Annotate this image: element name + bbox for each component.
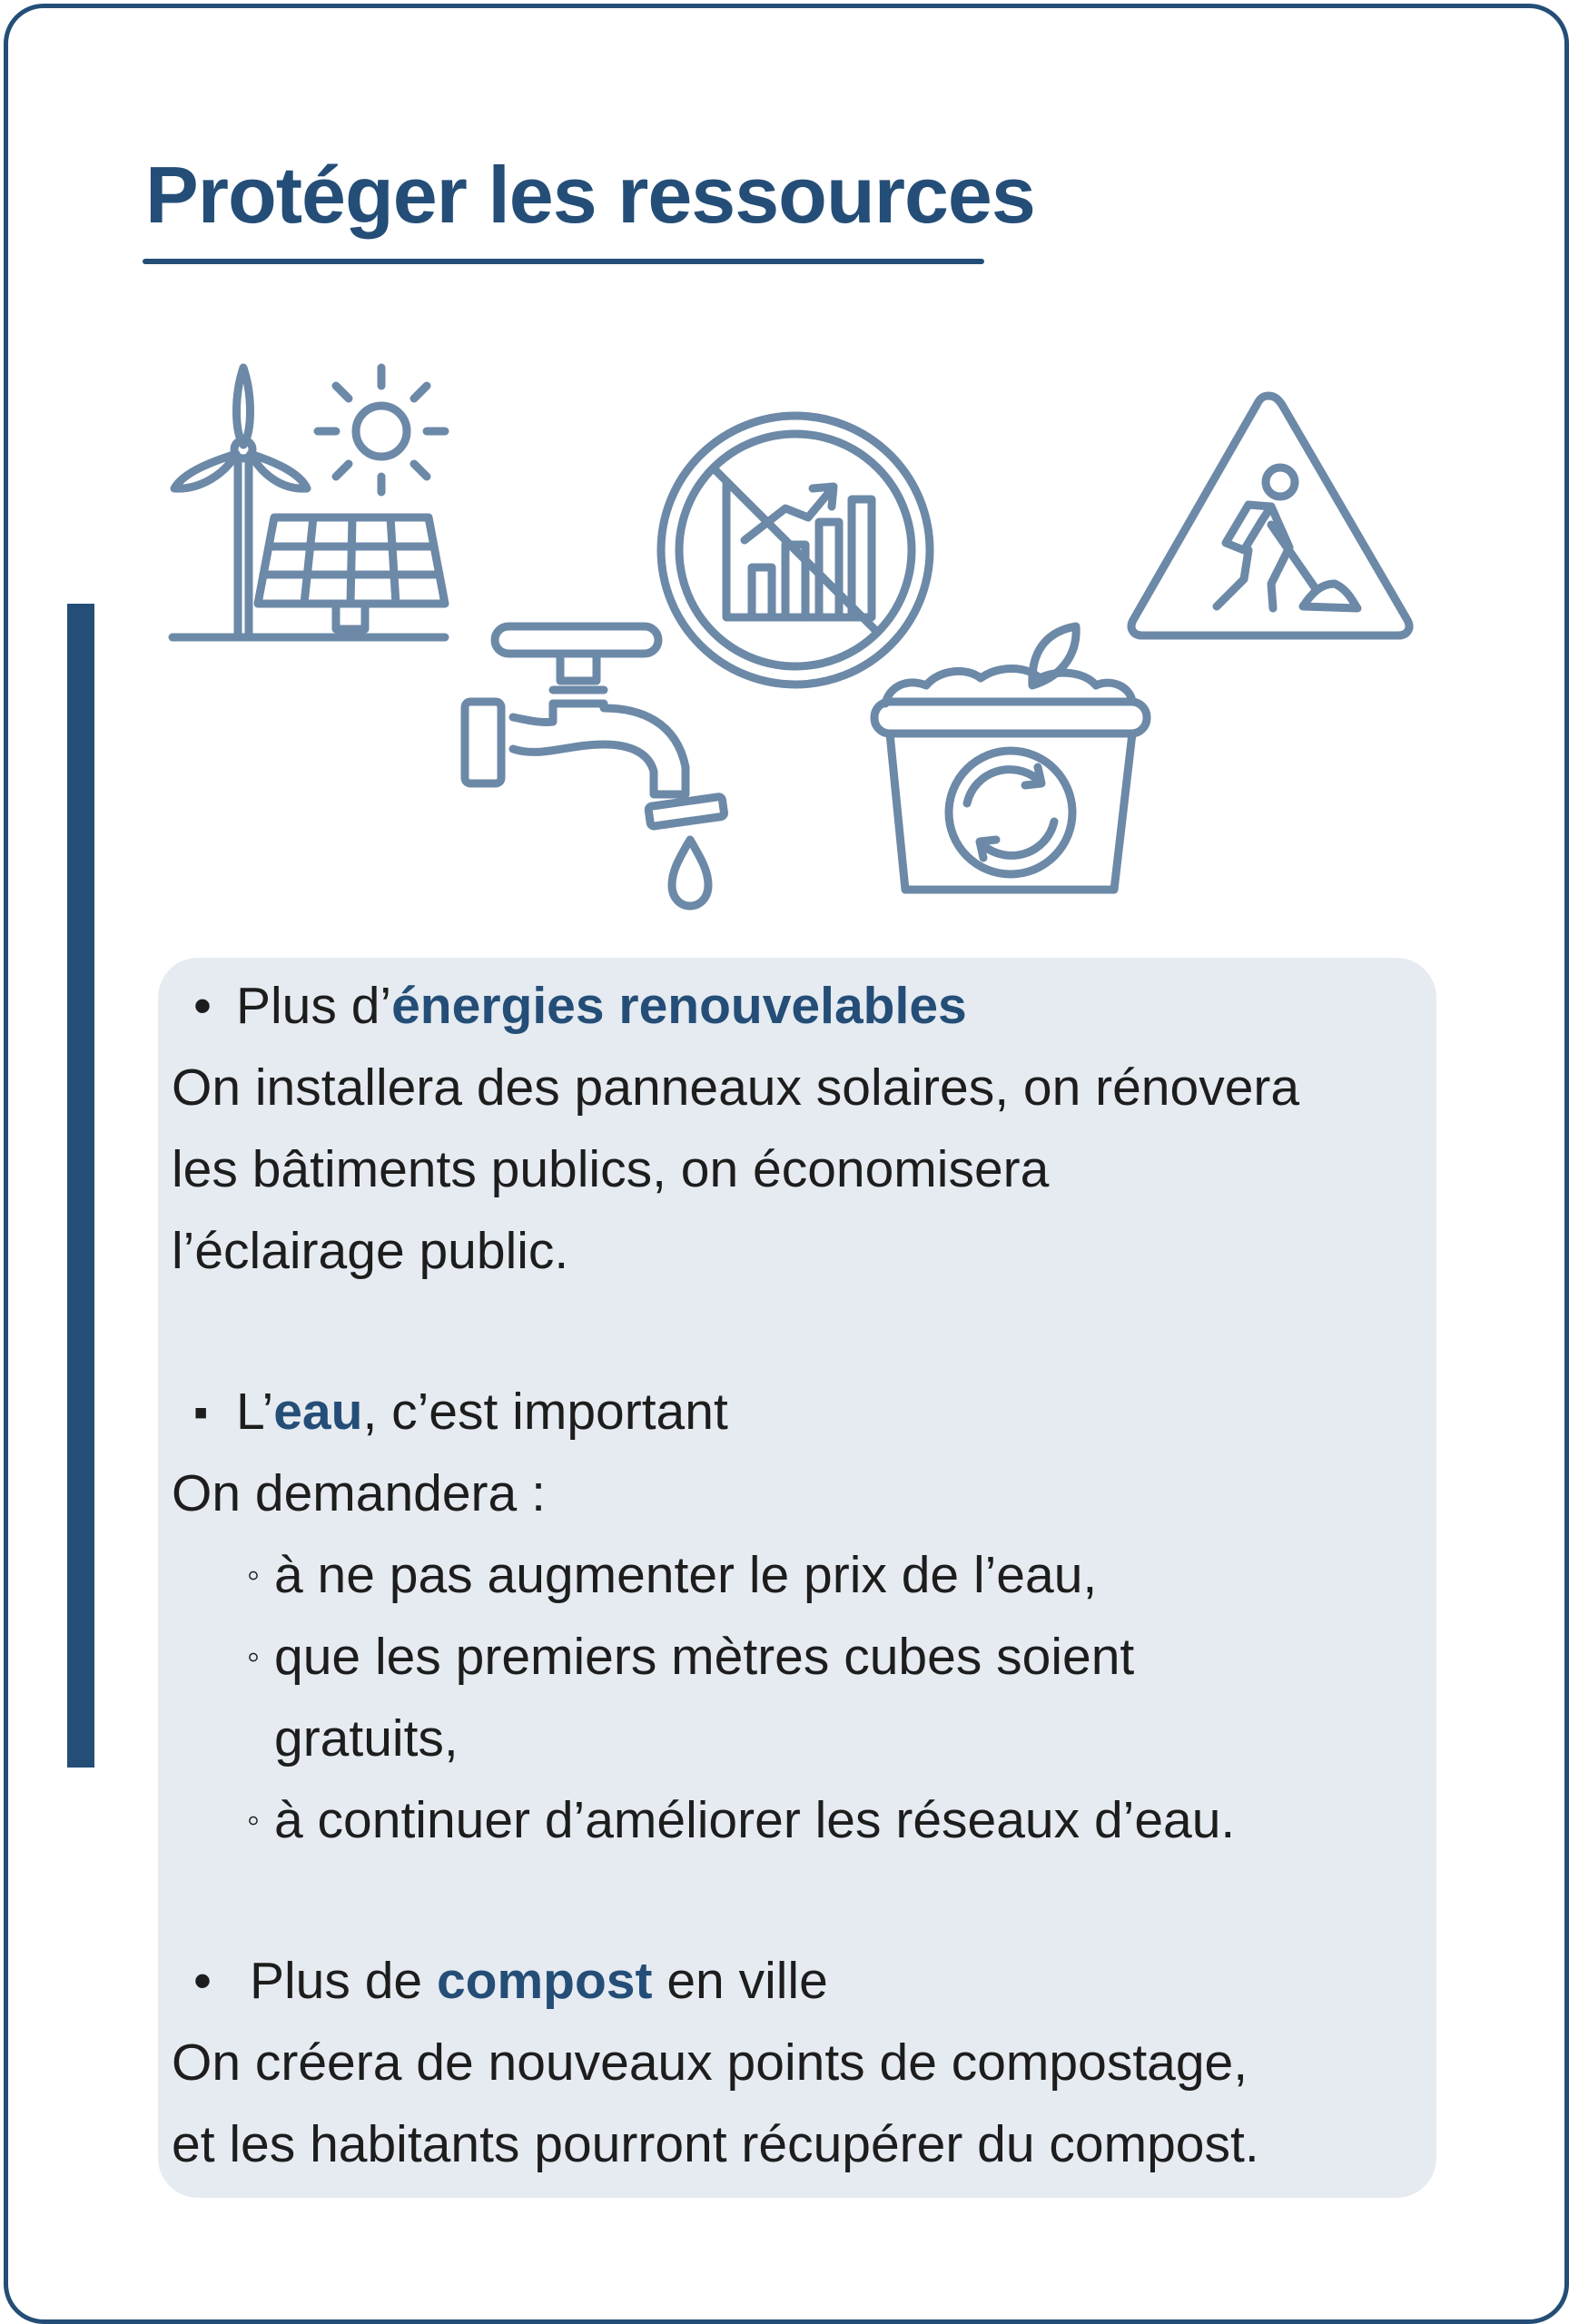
subitem-text: à continuer d’améliorer les réseaux d’eau. bbox=[274, 1791, 1236, 1849]
section-heading-water bbox=[236, 1371, 1498, 1452]
body-line: les bâtiments publics, on économisera bbox=[172, 1140, 1050, 1198]
subitem-text: à ne pas augmenter le prix de l’eau, bbox=[274, 1546, 1098, 1604]
wind-turbine-solar-icon bbox=[163, 354, 454, 654]
section-bullet: • bbox=[193, 1952, 212, 2010]
body-line: On installera des panneaux solaires, on rénovera bbox=[172, 1059, 1300, 1117]
heading-keyword: eau bbox=[273, 1383, 363, 1441]
heading-keyword: énergies renouvelables bbox=[391, 977, 967, 1035]
compost-bin-icon bbox=[867, 613, 1158, 903]
road-works-icon bbox=[1126, 389, 1416, 643]
heading-prefix: Plus d’ bbox=[236, 977, 392, 1035]
body-line: On créera de nouveaux points de compostage, bbox=[172, 2034, 1248, 2092]
section-bullet: ▪ bbox=[193, 1388, 209, 1435]
page-title: Protéger les ressources bbox=[145, 150, 1035, 240]
section-bullet: • bbox=[193, 977, 212, 1035]
title-underline bbox=[143, 259, 984, 264]
heading-keyword: compost bbox=[436, 1952, 653, 2010]
subitem-text: que les premiers mètres cubes soient bbox=[274, 1628, 1135, 1686]
accent-side-bar bbox=[67, 604, 94, 1768]
heading-prefix: Plus de bbox=[250, 1952, 437, 2010]
subitem-bullet: ◦ bbox=[247, 1555, 261, 1595]
subitem-continuation: gratuits, bbox=[274, 1709, 459, 1768]
subitem-bullet: ◦ bbox=[247, 1637, 261, 1677]
body-line: et les habitants pourront récupérer du compost. bbox=[172, 2115, 1259, 2173]
subitem-bullet: ◦ bbox=[247, 1800, 261, 1840]
heading-suffix: en ville bbox=[652, 1952, 828, 2010]
body-line: On demandera : bbox=[172, 1464, 546, 1522]
section-heading-compost bbox=[250, 1940, 1512, 2022]
heading-suffix: , c’est important bbox=[362, 1383, 728, 1441]
heading-prefix: L’ bbox=[236, 1383, 274, 1441]
section-heading-energy bbox=[236, 965, 1498, 1047]
body-line: l’éclairage public. bbox=[172, 1222, 569, 1280]
